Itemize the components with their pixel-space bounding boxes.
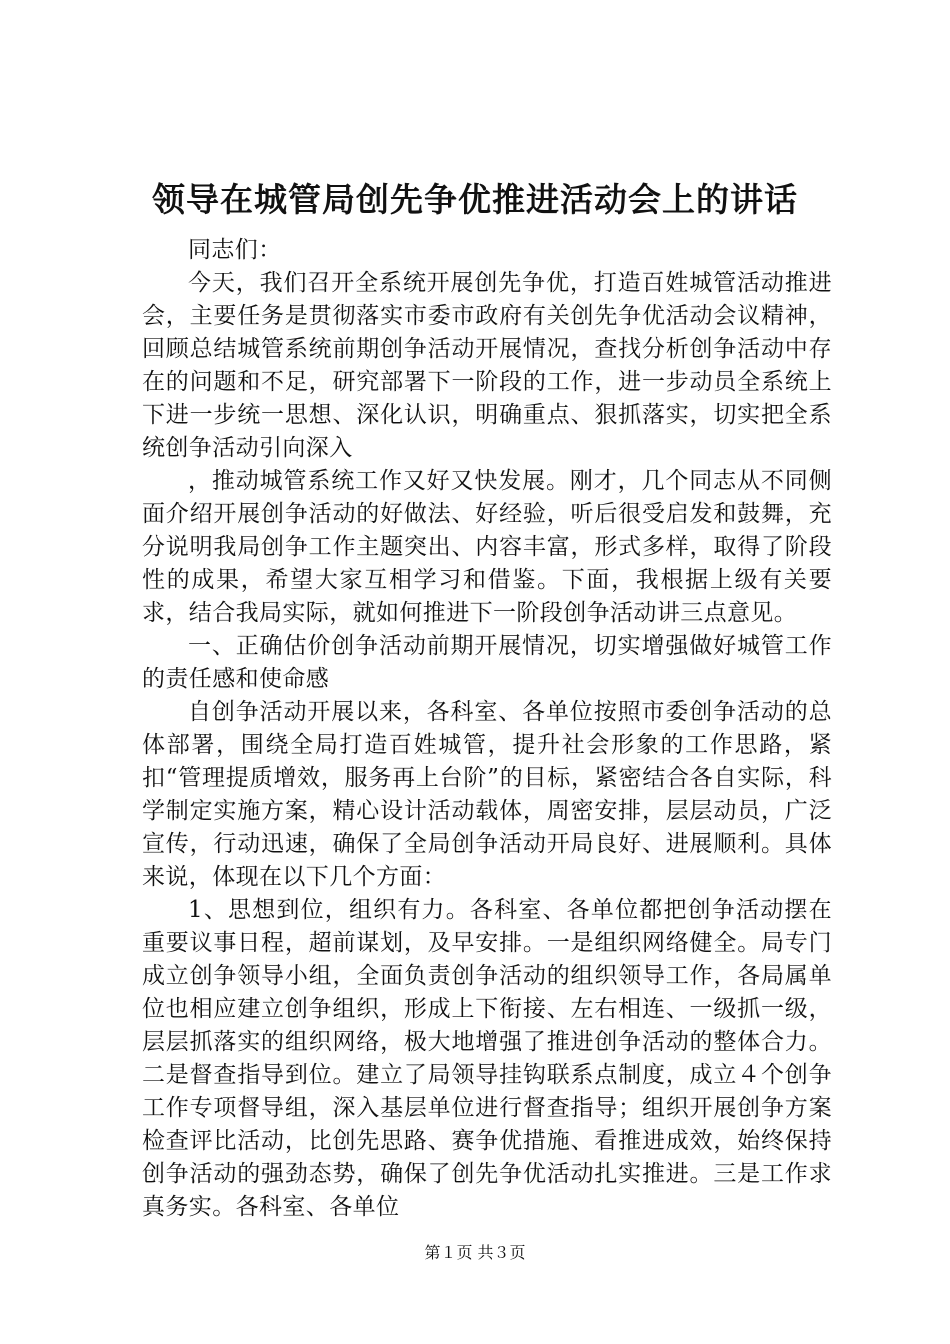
body-paragraph-1: 今天，我们召开全系统开展创先争优，打造百姓城管活动推进会，主要任务是贯彻落实市委市政府有关创先争优活动会议精神，回顾总结城管系统前期创争活动开展情况，查找分析创争活动中存在的问题和不足，研究部署下一阶段的工作，进一步动员全系统上下进一步统一思想、深化认识，明确重点、狠抓落实，切实把全系统创争活动引向深入 (142, 270, 832, 461)
body-paragraph-4: 1、思想到位，组织有力。各科室、各单位都把创争活动摆在重要议事日程，超前谋划，及早安排。一是组织网络健全。局专门成立创争领导小组，全面负责创争活动的组织领导工作，各局属单位也相应建立创争组织，形成上下衔接、左右相连、一级抓一级，层层抓落实的组织网络，极大地增强了推进创争活动的整体合力。二是督查指导到位。建立了局领导挂钩联系点制度，成立４个创争工作专项督导组，深入基层单位进行督查指导；组织开展创争方案检查评比活动，比创先思路、赛争优措施、看推进成效，始终保持创争活动的强劲态势，确保了创先争优活动扎实推进。三是工作求真务实。各科室、各单位 (142, 897, 832, 1220)
page-footer: 第１页 共３页 (424, 1243, 526, 1262)
body-paragraph-2: ，推动城管系统工作又好又快发展。刚才，几个同志从不同侧面介绍开展创争活动的好做法、好经验，听后很受启发和鼓舞，充分说明我局创争工作主题突出、内容丰富，形式多样，取得了阶段性的成果，希望大家互相学习和借鉴。下面，我根据上级有关要求，结合我局实际，就如何推进下一阶段创争活动讲三点意见。 (142, 468, 832, 626)
section-heading-1: 一、正确估价创争活动前期开展情况，切实增强做好城管工作的责任感和使命感 (142, 633, 832, 692)
body-paragraph-3: 自创争活动开展以来，各科室、各单位按照市委创争活动的总体部署，围绕全局打造百姓城管，提升社会形象的工作思路，紧扣“管理提质增效，服务再上台阶”的目标，紧密结合各自实际，科学制定实施方案，精心设计活动载体，周密安排，层层动员，广泛宣传，行动迅速，确保了全局创争活动开局良好、进展顺利。具体来说，体现在以下几个方面： (142, 699, 832, 890)
document-body (142, 234, 832, 1224)
document-title: 领导在城管局创先争优推进活动会上的讲话 (152, 180, 798, 219)
salutation-paragraph: 同志们： (188, 237, 282, 263)
